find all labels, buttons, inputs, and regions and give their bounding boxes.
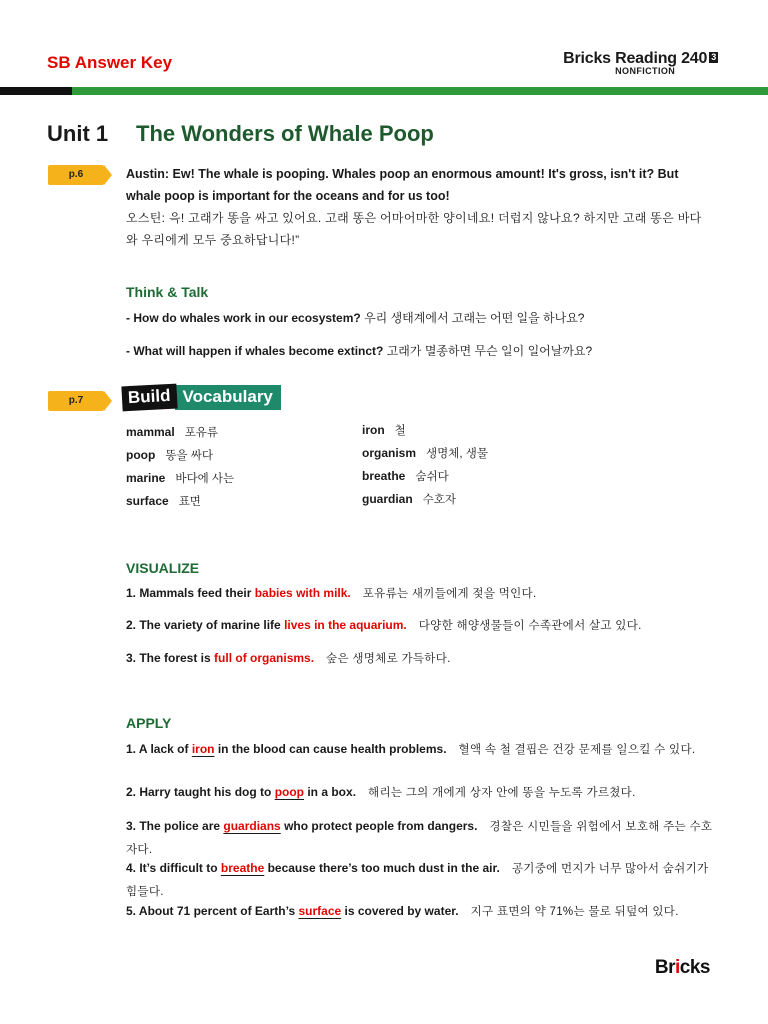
intro-english: Austin: Ew! The whale is pooping. Whales poop an enormous amount! It's gross, isn't it? But whale poop is important for the oceans and for us too! [126,167,679,203]
vocab-item [362,491,488,514]
unit-title: The Wonders of Whale Poop [136,121,434,146]
sentence-text: 2. The variety of marine life [126,618,285,632]
think-question-1 [126,309,584,326]
vocab-item [362,445,488,468]
answer-highlight: babies with milk. [254,586,351,600]
vocab-item [362,422,488,445]
build-vocabulary-badge [122,385,281,413]
vocab-meaning: 바다에 사는 [175,473,235,485]
badge-vocabulary: Vocabulary [175,385,281,410]
think-question-2 [126,342,592,359]
vocab-word: breathe [362,469,406,483]
vocab-word: poop [126,448,156,462]
vocab-word: guardian [362,492,413,506]
sentence-korean: 해리는 그의 개에게 상자 안에 똥을 누도록 가르쳤다. [368,787,636,799]
sentence-text: in the blood can cause health problems. [214,742,447,756]
sentence-korean: 경찰은 시민들을 위험에서 보호해 주는 수호자다. [126,821,713,856]
sentence-korean: 숲은 생명체로 가득하다. [326,653,451,665]
vocab-meaning: 똥을 싸다 [165,450,213,462]
vocab-word: marine [126,471,166,485]
sentence-text: 5. About 71 percent of Earth’s [126,904,299,918]
apply-item-4 [126,857,716,903]
vocab-meaning: 철 [394,425,406,437]
brand-level: 3 [711,52,716,62]
sentence-korean: 포유류는 새끼들에게 젖을 먹인다. [362,588,537,600]
vocab-meaning: 포유류 [184,427,219,439]
answer-blank: guardians [223,819,281,833]
logo-text: i [675,957,680,978]
page-tag-p6: p.6 [48,165,104,185]
sentence-text: 3. The police are [126,819,224,833]
answer-highlight: full of organisms. [214,651,315,665]
vocab-list-left [126,424,234,516]
visualize-heading: VISUALIZE [126,560,200,576]
question-korean: 고래가 멸종하면 무슨 일이 일어날까요? [386,344,593,358]
visualize-item-3 [126,647,716,670]
apply-heading: APPLY [126,715,172,731]
answer-blank: breathe [220,861,265,875]
apply-item-1 [126,738,716,761]
page-tag-p7: p.7 [48,391,104,411]
header-divider-black [0,87,72,95]
sentence-text: is covered by water. [341,904,459,918]
vocab-word: mammal [126,425,175,439]
visualize-item-1 [126,582,716,605]
answer-blank: poop [274,785,305,799]
vocab-item [362,468,488,491]
sentence-text: who protect people from dangers. [280,819,478,833]
sentence-text: 2. Harry taught his dog to [126,785,275,799]
vocab-meaning: 표면 [178,496,201,508]
vocab-item [126,424,234,447]
question-korean: 우리 생태계에서 고래는 어떤 일을 하나요? [364,311,585,325]
vocab-word: organism [362,446,417,460]
logo-text: cks [679,957,710,978]
sentence-text: because there’s too much dust in the air. [264,861,500,875]
question-english: - How do whales work in our ecosystem? [126,311,361,325]
vocab-meaning: 숨쉬다 [415,471,449,483]
vocab-list-right [362,422,488,514]
vocab-meaning: 수호자 [422,494,456,506]
intro-korean: 오스틴: 윽! 고래가 똥을 싸고 있어요. 고래 똥은 어마어마한 양이네요! 더럽지 않나요? 하지만 고래 똥은 바다와 우리에게 모두 중요하답니다!” [126,211,702,247]
answer-highlight: lives in the aquarium. [284,618,407,632]
sentence-text: in a box. [304,785,357,799]
sentence-korean: 공기중에 먼지가 너무 많아서 숨쉬기가 힘들다. [126,863,709,898]
header-divider-green [72,87,768,95]
answer-blank: iron [191,742,215,756]
sentence-text: 1. A lack of [126,742,192,756]
badge-build: Build [121,384,177,412]
logo-text: Br [654,957,676,978]
vocab-item [126,470,234,493]
brand-logo [563,50,718,76]
visualize-item-2 [126,614,716,637]
vocab-meaning: 생명체, 생물 [426,448,488,460]
vocab-item [126,493,234,516]
think-talk-heading: Think & Talk [126,284,209,300]
sentence-text: 3. The forest is [126,651,215,665]
vocab-word: surface [126,494,169,508]
sentence-korean: 지구 표면의 약 71%는 물로 뒤덮여 있다. [470,906,679,918]
answer-key-title: SB Answer Key [47,53,173,72]
answer-blank: surface [298,904,342,918]
apply-item-3 [126,815,716,861]
sentence-text: 4. It’s difficult to [126,861,221,875]
question-english: - What will happen if whales become extinct? [126,344,384,358]
unit-label: Unit 1 [47,121,109,146]
vocab-item [126,447,234,470]
apply-item-2 [126,781,716,804]
sentence-text: 1. Mammals feed their [126,586,255,600]
apply-item-5 [126,900,716,923]
intro-passage [126,163,710,251]
sentence-korean: 혈액 속 철 결핍은 건강 문제를 일으킬 수 있다. [458,744,696,756]
brand-name: Bricks Reading 240 [563,50,708,67]
bricks-logo [655,957,710,979]
vocab-word: iron [362,423,385,437]
sentence-korean: 다양한 해양생물들이 수족관에서 살고 있다. [418,620,642,632]
brand-subtitle: NONFICTION [615,66,676,76]
